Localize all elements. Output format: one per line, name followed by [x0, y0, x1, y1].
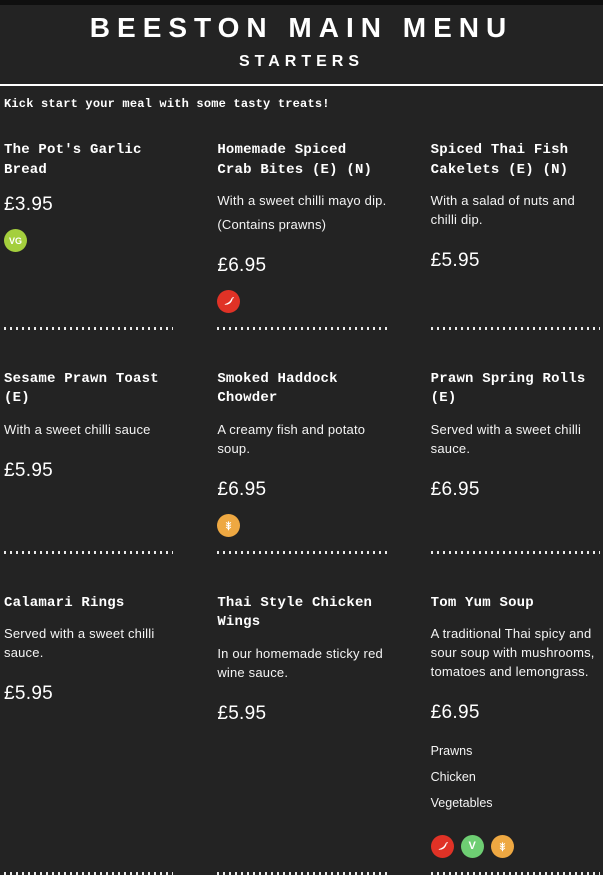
item-description: A creamy fish and potato soup. — [217, 422, 366, 456]
item-price: £5.95 — [217, 702, 267, 724]
item-badges — [431, 835, 514, 858]
menu-item — [431, 594, 600, 875]
vegetarian-badge: V — [461, 835, 484, 858]
dotted-separator — [217, 313, 386, 330]
item-badges — [217, 514, 240, 537]
item-title: Calamari Rings — [4, 594, 125, 611]
item-title: The Pot's Garlic Bread — [4, 142, 142, 178]
item-description: Served with a sweet chilli sauce. — [430, 422, 582, 456]
chilli-icon — [217, 290, 240, 313]
dotted-separator — [217, 858, 386, 875]
dotted-separator — [4, 537, 173, 554]
item-price: £5.95 — [4, 459, 54, 481]
item-title: Tom Yum Soup — [430, 594, 534, 611]
dotted-separator — [4, 858, 173, 875]
dotted-separator — [431, 313, 600, 330]
item-price: £6.95 — [217, 254, 267, 276]
dotted-separator — [217, 537, 386, 554]
item-options: Prawns Chicken Vegetables — [430, 743, 493, 810]
item-title: Smoked Haddock Chowder — [217, 370, 338, 407]
item-price: £3.95 — [4, 194, 54, 216]
menu-item — [4, 594, 173, 875]
item-price: £6.95 — [430, 478, 480, 500]
item-price: £6.95 — [430, 701, 480, 723]
item-title: Homemade Spiced Crab Bites (E) (N) — [217, 142, 373, 178]
header-divider — [0, 84, 603, 86]
dotted-separator — [4, 313, 173, 330]
item-description: In our homemade sticky red wine sauce. — [217, 645, 383, 680]
item-badges — [217, 290, 240, 313]
item-description: Served with a sweet chilli sauce. — [4, 626, 155, 661]
menu-item — [217, 594, 386, 875]
item-price: £6.95 — [217, 478, 267, 500]
menu-item — [217, 141, 386, 330]
chilli-icon — [431, 835, 454, 858]
item-title: Spiced Thai Fish Cakelets (E) (N) — [430, 142, 569, 178]
item-description: With a sweet chilli sauce — [4, 422, 151, 438]
menu-item — [431, 370, 600, 554]
menu-item — [217, 370, 386, 554]
page-title: BEESTON MAIN MENU — [89, 12, 514, 43]
item-price: £5.95 — [4, 683, 54, 705]
item-description: With a salad of nuts and chilli dip. — [430, 193, 575, 228]
wheat-icon — [491, 835, 514, 858]
page-subtitle: STARTERS — [238, 53, 365, 70]
menu-grid — [4, 141, 600, 875]
item-description: A traditional Thai spicy and sour soup with mushrooms, tomatoes and lemongrass. — [430, 626, 595, 680]
dotted-separator — [431, 858, 600, 875]
vegan-badge: VG — [4, 229, 27, 252]
item-description: With a sweet chilli mayo dip. (Contains prawns) — [217, 193, 387, 233]
item-price: £5.95 — [430, 249, 480, 271]
item-title: Thai Style Chicken Wings — [217, 594, 373, 631]
menu-item — [4, 141, 173, 330]
item-title: Prawn Spring Rolls (E) — [430, 370, 586, 407]
intro-text: Kick start your meal with some tasty treats! — [4, 97, 330, 111]
menu-item — [4, 370, 173, 554]
wheat-icon — [217, 514, 240, 537]
dotted-separator — [431, 537, 600, 554]
item-title: Sesame Prawn Toast (E) — [4, 370, 159, 407]
item-badges — [4, 229, 27, 252]
top-bar — [0, 0, 603, 5]
menu-item — [431, 141, 600, 330]
